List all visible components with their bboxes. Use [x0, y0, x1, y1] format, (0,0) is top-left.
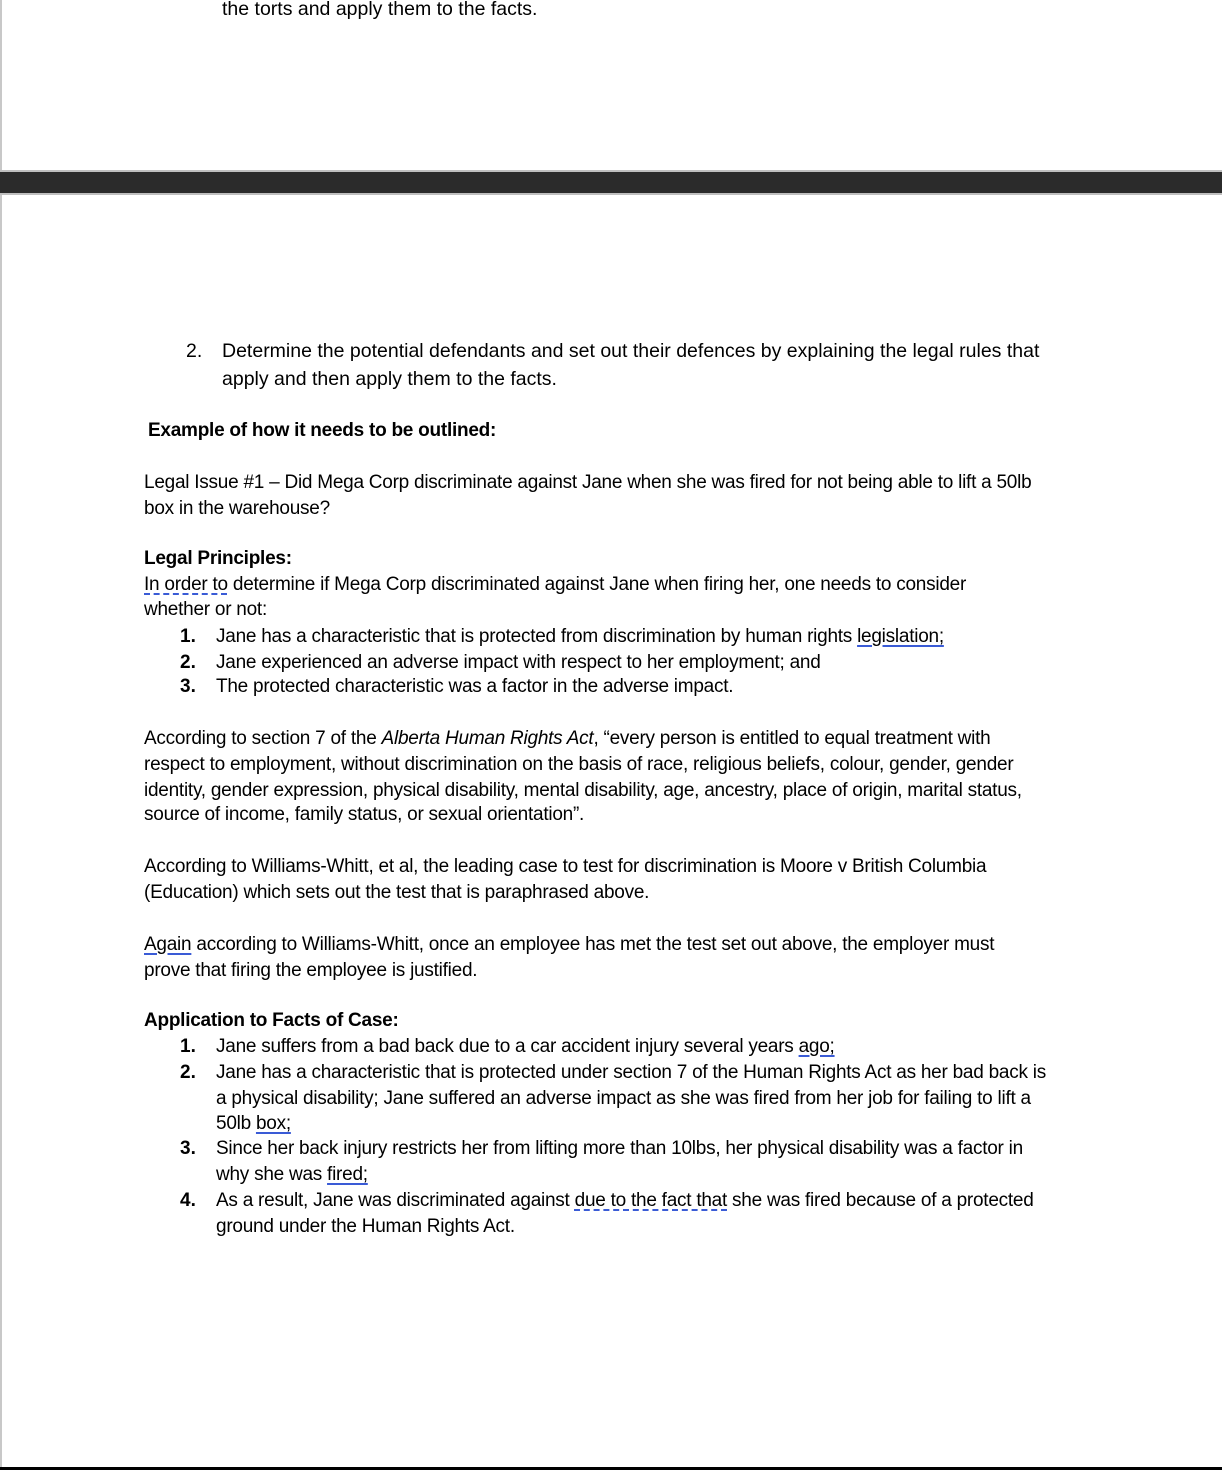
document-page-current [0, 195, 1222, 1467]
principle-number-2: 2. [180, 652, 196, 673]
item2-line1: Determine the potential defendants and set out their defences by explaining the legal rules that [222, 340, 1040, 362]
application-heading: Application to Facts of Case: [144, 1010, 399, 1031]
act-title: Alberta Human Rights Act [381, 728, 594, 749]
legal-issue-line2: box in the warehouse? [144, 498, 330, 519]
previous-page-tail-text: the torts and apply them to the facts. [222, 0, 538, 20]
principle-text-1: Jane has a characteristic that is protected from discrimination by human rights [216, 626, 858, 647]
section7-line2: respect to employment, without discrimination on the basis of race, religious beliefs, colour, gender, gender [144, 754, 1014, 775]
principle-item-1 [216, 624, 944, 650]
williams-line1: According to Williams-Whitt, et al, the leading case to test for discrimination is Moore v British Columbia [144, 856, 987, 877]
application-number-2: 2. [180, 1062, 196, 1083]
application-item-2-line2: a physical disability; Jane suffered an adverse impact as she was fired from her job for failing to lift a [216, 1088, 1031, 1109]
application-number-4: 4. [180, 1190, 196, 1211]
application-item-2-line3 [216, 1111, 291, 1137]
section7-line4: source of income, family status, or sexual orientation”. [144, 804, 585, 825]
page-separator [0, 170, 1222, 195]
example-heading: Example of how it needs to be outlined: [148, 420, 497, 441]
grammar-suggestion[interactable]: box; [255, 1113, 291, 1134]
legal-principles-heading: Legal Principles: [144, 548, 292, 569]
application-number-1: 1. [180, 1036, 196, 1057]
application-item-3-line2 [216, 1162, 368, 1188]
principles-intro-line2: whether or not: [144, 599, 267, 620]
application-text-3-end: why she was [216, 1164, 328, 1185]
section7-line1 [144, 726, 990, 752]
grammar-suggestion[interactable]: legislation; [857, 626, 944, 647]
grammar-suggestion[interactable]: due to the fact that [574, 1190, 728, 1211]
application-text-1: Jane suffers from a bad back due to a car accident injury several years [216, 1036, 799, 1057]
application-text-2-end: 50lb [216, 1113, 256, 1134]
application-item-2-line1: Jane has a characteristic that is protected under section 7 of the Human Rights Act as her bad back is [216, 1062, 1046, 1083]
item2-line2: apply and then apply them to the facts. [222, 368, 557, 390]
application-text-4-pre: As a result, Jane was discriminated against [216, 1190, 575, 1211]
principle-number-3: 3. [180, 676, 196, 697]
again-line2: prove that firing the employee is justified. [144, 960, 478, 981]
williams-line2: (Education) which sets out the test that is paraphrased above. [144, 882, 650, 903]
list-number-2: 2. [186, 340, 203, 362]
application-number-3: 3. [180, 1138, 196, 1159]
application-item-3-line1: Since her back injury restricts her from lifting more than 10lbs, her physical disability was a factor in [216, 1138, 1023, 1159]
again-line1 [144, 932, 994, 958]
principle-item-3: The protected characteristic was a factor in the adverse impact. [216, 676, 734, 697]
principles-intro-text: determine if Mega Corp discriminated against Jane when firing her, one needs to consider [227, 574, 967, 595]
principle-number-1: 1. [180, 626, 196, 647]
section7-line3: identity, gender expression, physical disability, mental disability, age, ancestry, place of origin, marital status, [144, 780, 1022, 801]
principles-intro-line1 [144, 572, 966, 598]
section7-pre: According to section 7 of the [144, 728, 382, 749]
document-page-previous [0, 0, 1222, 170]
grammar-suggestion[interactable]: Again [144, 934, 192, 955]
application-item-4-line1 [216, 1188, 1034, 1214]
grammar-suggestion[interactable]: fired; [327, 1164, 368, 1185]
again-text: according to Williams-Whitt, once an employee has met the test set out above, the employer must [191, 934, 995, 955]
grammar-suggestion[interactable]: In order to [144, 574, 228, 595]
principle-item-2: Jane experienced an adverse impact with respect to her employment; and [216, 652, 821, 673]
section7-post: , “every person is entitled to equal treatment with [593, 728, 991, 749]
application-item-4-line2: ground under the Human Rights Act. [216, 1216, 515, 1237]
legal-issue-line1: Legal Issue #1 – Did Mega Corp discriminate against Jane when she was fired for not being able to lift a 50lb [144, 472, 1032, 493]
application-text-4-post: she was fired because of a protected [727, 1190, 1034, 1211]
application-item-1 [216, 1034, 835, 1060]
grammar-suggestion[interactable]: ago; [798, 1036, 835, 1057]
